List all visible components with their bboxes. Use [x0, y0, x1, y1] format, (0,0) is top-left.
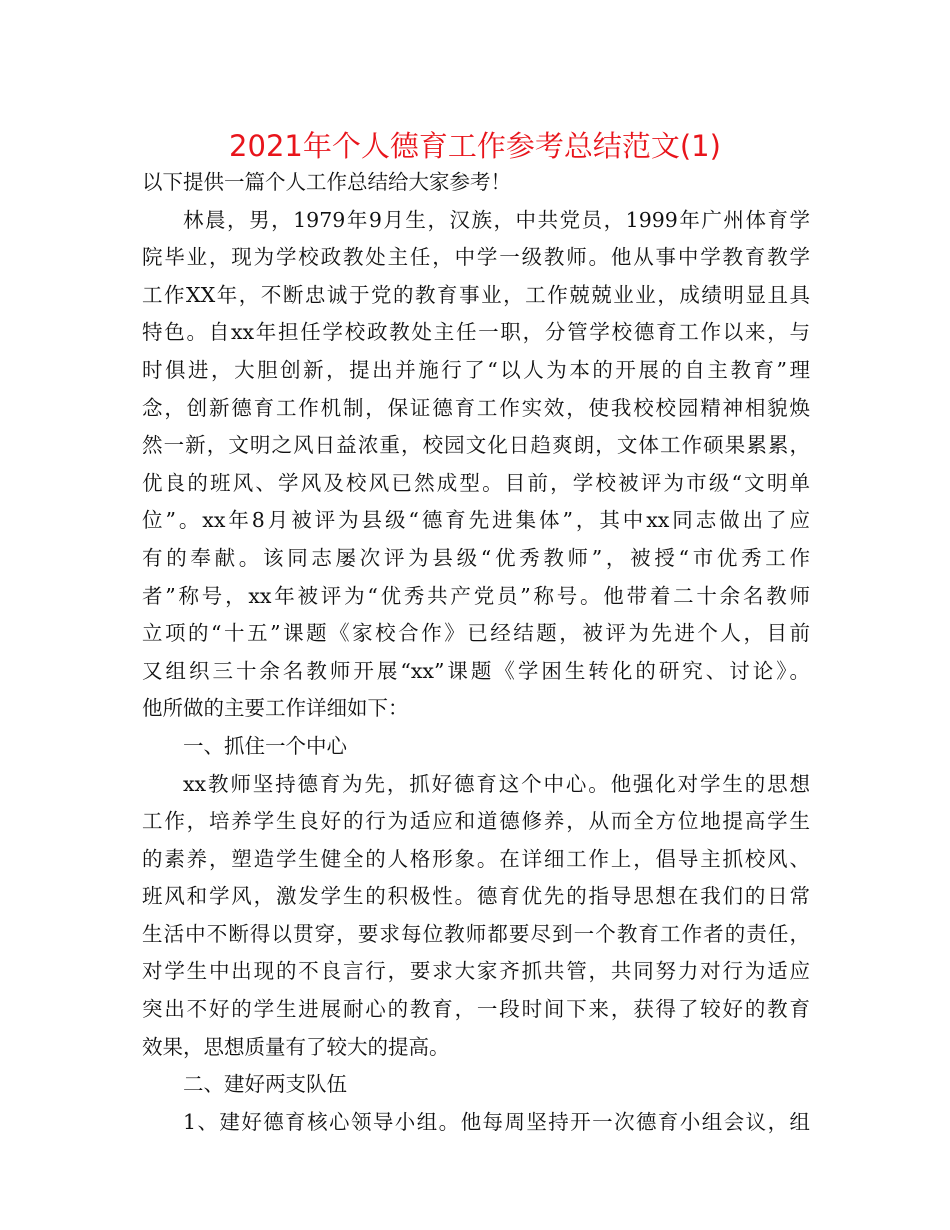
document-body: [142, 164, 810, 1141]
paragraph-line: 工作，培养学生良好的行为适应和道德修养，从而全方位地提高学生: [142, 809, 810, 834]
paragraph-line: 1、建好德育核心领导小组。他每周坚持开一次德育小组会议，组: [183, 1109, 810, 1134]
paragraph-line: 突出不好的学生进展耐心的教育，一段时间下来，获得了较好的教育: [142, 997, 810, 1022]
paragraph-line: 院毕业，现为学校政教处主任，中学一级教师。他从事中学教育教学: [142, 245, 810, 270]
paragraph-line: 效果，思想质量有了较大的提高。: [142, 1034, 450, 1059]
paragraph-line: 者”称号，xx年被评为“优秀共产党员”称号。他带着二十余名教师: [142, 583, 810, 608]
paragraph-line: 对学生中出现的不良言行，要求大家齐抓共管，共同努力对行为适应: [142, 959, 810, 984]
intro-line: 以下提供一篇个人工作总结给大家参考！: [142, 170, 511, 194]
paragraph-line: 优良的班风、学风及校风已然成型。目前，学校被评为市级“文明单: [142, 470, 810, 495]
paragraph-line: 林晨，男，1979年9月生，汉族，中共党员，1999年广州体育学: [183, 207, 810, 232]
paragraph-line: 生活中不断得以贯穿，要求每位教师都要尽到一个教育工作者的责任，: [142, 921, 810, 946]
paragraph-line: 有的奉献。该同志屡次评为县级“优秀教师”，被授“市优秀工作: [142, 545, 810, 570]
paragraph-line: 他所做的主要工作详细如下：: [142, 696, 409, 721]
paragraph-line: 班风和学风，激发学生的积极性。德育优先的指导思想在我们的日常: [142, 884, 810, 909]
paragraph-line: 的素养，塑造学生健全的人格形象。在详细工作上，倡导主抓校风、: [142, 846, 810, 871]
section-heading: 二、建好两支队伍: [183, 1072, 347, 1097]
paragraph-line: 位”。xx年8月被评为县级“德育先进集体”，其中xx同志做出了应: [142, 508, 810, 533]
paragraph-line: 然一新，文明之风日益浓重，校园文化日趋爽朗，文体工作硕果累累，: [142, 433, 810, 458]
document-title: 2021年个人德育工作参考总结范文(1): [229, 129, 721, 163]
paragraph-line: 又组织三十余名教师开展“xx”课题《学困生转化的研究、讨论》。: [142, 658, 810, 683]
paragraph-line: 念，创新德育工作机制，保证德育工作实效，使我校校园精神相貌焕: [142, 395, 810, 420]
paragraph-line: 特色。自xx年担任学校政教处主任一职，分管学校德育工作以来，与: [142, 320, 810, 345]
paragraph-line: 工作XX年，不断忠诚于党的教育事业，工作兢兢业业，成绩明显且具: [142, 282, 810, 307]
paragraph-line: xx教师坚持德育为先，抓好德育这个中心。他强化对学生的思想: [183, 771, 810, 796]
paragraph-line: 时俱进，大胆创新，提出并施行了“以人为本的开展的自主教育”理: [142, 357, 810, 382]
section-heading: 一、抓住一个中心: [183, 733, 347, 758]
paragraph-line: 立项的“十五”课题《家校合作》已经结题，被评为先进个人，目前: [142, 621, 810, 646]
